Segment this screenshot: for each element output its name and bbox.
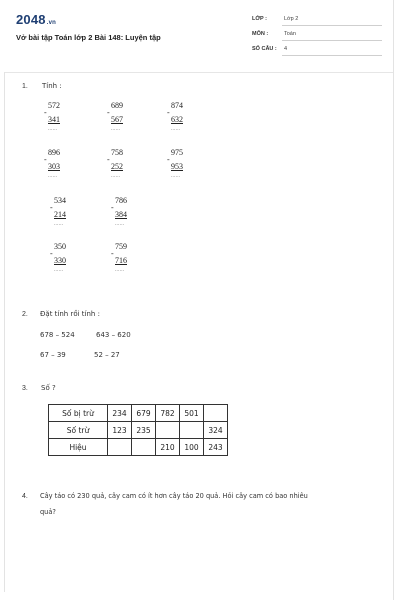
- table-cell: [204, 405, 228, 422]
- subtraction-item: [50, 242, 74, 282]
- row-header: Số trừ: [49, 422, 108, 439]
- minus-sign: -: [50, 203, 53, 212]
- q2-number: 2.: [22, 311, 28, 318]
- q4-number: 4.: [22, 493, 28, 500]
- table-cell: 679: [132, 405, 156, 422]
- subtraction-item: [44, 101, 68, 141]
- subtraction-item: [167, 101, 191, 141]
- meta-class-label: LỚP :: [252, 16, 267, 22]
- logo-suffix: .vn: [46, 20, 57, 26]
- header-divider: [5, 72, 393, 73]
- minus-sign: -: [44, 155, 47, 164]
- table-cell: 235: [132, 422, 156, 439]
- answer-dots: ......: [54, 222, 64, 227]
- q3-text: Số ?: [41, 384, 56, 392]
- minus-sign: -: [50, 249, 53, 258]
- table-cell: [108, 439, 132, 456]
- meta-subject-label: MÔN :: [252, 31, 269, 37]
- subtraction-bottom: 567: [111, 115, 123, 124]
- subtraction-bottom: 252: [111, 162, 123, 171]
- minus-sign: -: [111, 203, 114, 212]
- subtraction-top: 572: [48, 101, 60, 110]
- answer-dots: ......: [171, 127, 181, 132]
- row-header: Hiệu: [49, 439, 108, 456]
- subtraction-top: 786: [115, 196, 127, 205]
- calc-item: 67 – 39: [40, 351, 66, 359]
- answer-dots: ......: [115, 268, 125, 273]
- calc-item: 643 – 620: [96, 331, 131, 339]
- subtraction-item: [111, 242, 135, 282]
- subtraction-bottom: 341: [48, 115, 60, 124]
- subtraction-bottom: 953: [171, 162, 183, 171]
- document-title: Vở bài tập Toán lớp 2 Bài 148: Luyện tập: [16, 33, 161, 42]
- answer-dots: ......: [48, 127, 58, 132]
- subtraction-top: 350: [54, 242, 66, 251]
- answer-dots: ......: [111, 127, 121, 132]
- calc-item: 52 – 27: [94, 351, 120, 359]
- q4-text-line1: Cây táo có 230 quả, cây cam có ít hơn cây táo 20 quả. Hỏi cây cam có bao nhiêu: [40, 492, 308, 500]
- table-cell: [180, 422, 204, 439]
- answer-dots: ......: [54, 268, 64, 273]
- answer-dots: ......: [171, 174, 181, 179]
- subtraction-bottom: 214: [54, 210, 66, 219]
- meta-count-label: SỐ CÂU :: [252, 46, 277, 52]
- q4-text-line2: quả?: [40, 508, 56, 516]
- subtraction-bottom: 632: [171, 115, 183, 124]
- subtraction-item: [107, 148, 131, 188]
- subtraction-item: [167, 148, 191, 188]
- q2-text: Đặt tính rồi tính :: [40, 310, 100, 318]
- frame-left-border: [4, 72, 5, 592]
- minus-sign: -: [167, 155, 170, 164]
- minus-sign: -: [44, 108, 47, 117]
- number-table: [48, 404, 228, 456]
- frame-right-border: [393, 0, 394, 600]
- table-cell: 210: [156, 439, 180, 456]
- meta-subject-line: [282, 40, 382, 41]
- table-cell: [156, 422, 180, 439]
- subtraction-top: 689: [111, 101, 123, 110]
- subtraction-item: [44, 148, 68, 188]
- subtraction-bottom: 303: [48, 162, 60, 171]
- subtraction-bottom: 716: [115, 256, 127, 265]
- table-row: [49, 405, 228, 422]
- subtraction-bottom: 384: [115, 210, 127, 219]
- subtraction-bottom: 330: [54, 256, 66, 265]
- meta-subject-value: Toán: [284, 31, 296, 37]
- meta-class-row: [252, 14, 382, 26]
- meta-subject-row: [252, 29, 382, 41]
- table-row: [49, 422, 228, 439]
- subtraction-top: 975: [171, 148, 183, 157]
- meta-count-value: 4: [284, 46, 288, 52]
- meta-class-line: [282, 25, 382, 26]
- q1-text: Tính :: [42, 82, 62, 90]
- subtraction-top: 896: [48, 148, 60, 157]
- q1-number: 1.: [22, 83, 28, 90]
- q3-number: 3.: [22, 385, 28, 392]
- answer-dots: ......: [111, 174, 121, 179]
- table-cell: [132, 439, 156, 456]
- subtraction-item: [111, 196, 135, 236]
- table-cell: 782: [156, 405, 180, 422]
- row-header: Số bị trừ: [49, 405, 108, 422]
- meta-class-value: Lớp 2: [284, 16, 299, 22]
- subtraction-top: 759: [115, 242, 127, 251]
- minus-sign: -: [107, 108, 110, 117]
- minus-sign: -: [167, 108, 170, 117]
- subtraction-top: 758: [111, 148, 123, 157]
- site-logo[interactable]: [16, 12, 56, 27]
- table-cell: 501: [180, 405, 204, 422]
- answer-dots: ......: [115, 222, 125, 227]
- table-row: [49, 439, 228, 456]
- calc-item: 678 – 524: [40, 331, 75, 339]
- table-cell: 123: [108, 422, 132, 439]
- subtraction-item: [50, 196, 74, 236]
- minus-sign: -: [111, 249, 114, 258]
- table-cell: 100: [180, 439, 204, 456]
- subtraction-top: 534: [54, 196, 66, 205]
- logo-text: 2048: [16, 12, 46, 27]
- table-cell: 243: [204, 439, 228, 456]
- subtraction-top: 874: [171, 101, 183, 110]
- table-cell: 234: [108, 405, 132, 422]
- answer-dots: ......: [48, 174, 58, 179]
- minus-sign: -: [107, 155, 110, 164]
- meta-count-row: [252, 44, 382, 56]
- table-cell: 324: [204, 422, 228, 439]
- subtraction-item: [107, 101, 131, 141]
- meta-count-line: [282, 55, 382, 56]
